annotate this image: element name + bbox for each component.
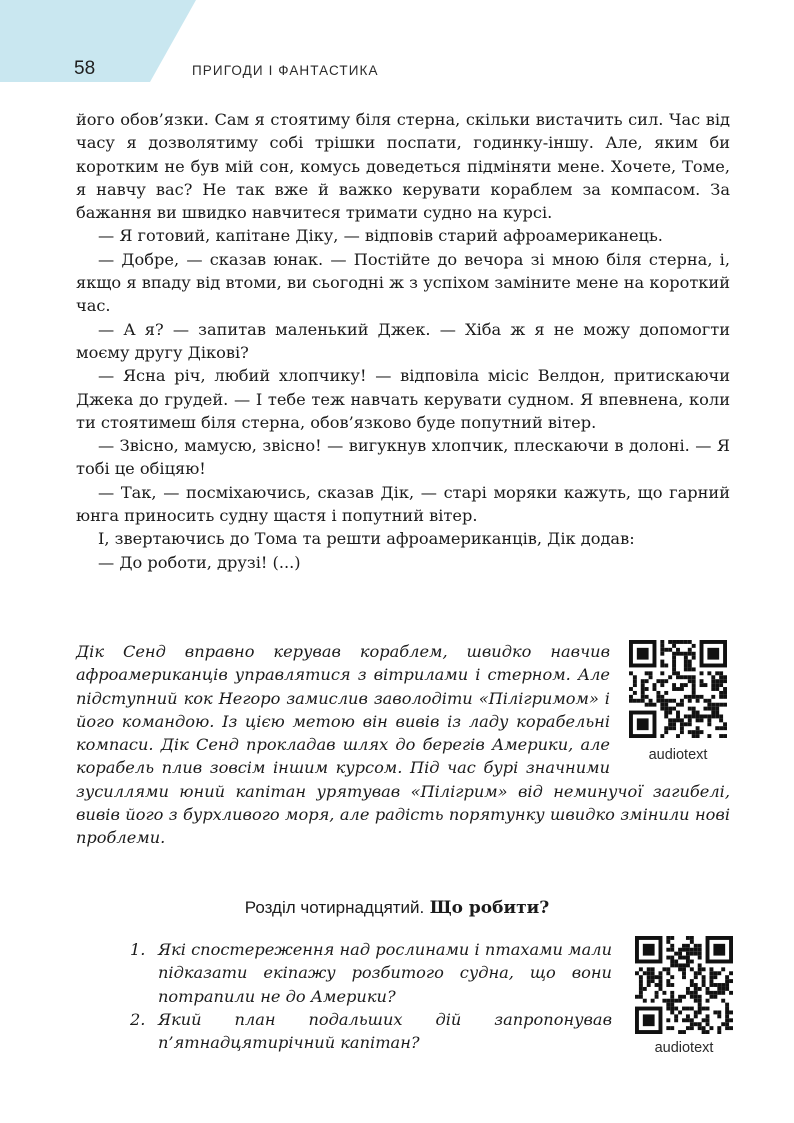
paragraph: — Добре, — сказав юнак. — Постійте до вечора зі мною біля стерна, і, якщо я впаду від втоми, ви сьогодні ж з успіхом заміните мене на короткий час. [76,249,730,316]
audiotext-qr-link[interactable] [626,640,730,770]
paragraph: — Я готовий, капітане Діку, — відповів старий афроамериканець. [98,226,663,246]
question-text: Які спостереження над рослинами і птахами мали підказати екіпажу розбитого судна, що вони потрапили не до Америки? [158,940,612,1006]
corner-accent-shape [0,0,196,82]
question-number: 2. [130,1009,146,1029]
qr-caption: audiotext [648,747,708,763]
paragraph: — Ясна річ, любий хлопчику! — відповіла місіс Велдон, притискаючи Джека до грудей. — І тебе теж навчать керувати судном. Я впевнена, коли ти стоятимеш біля стерна, обов’язково буде попутний вітер. [76,366,730,432]
audiotext-qr-link-bottom[interactable] [632,936,736,1056]
section-heading [0,898,794,918]
paragraph: — Звісно, мамусю, звісно! — вигукнув хлопчик, плескаючи в долоні. — Я тобі це обіцяю! [76,436,730,479]
question-text: Який план подальших дій запропонував п’ятнадцятирічний капітан? [158,1009,612,1053]
section-label: Розділ чотирнадцятий. [244,898,425,917]
paragraph: — До роботи, друзі! (...) [98,552,301,572]
qr-code-icon[interactable] [629,640,727,738]
paragraph: І, звертаючись до Тома та решти афроамериканців, Дік додав: [98,529,635,549]
question-number: 1. [130,940,146,959]
running-head: ПРИГОДИ І ФАНТАСТИКА [192,63,379,78]
qr-code-icon[interactable] [635,936,733,1034]
qr-caption: audiotext [654,1040,714,1056]
page-number: 58 [74,58,96,79]
story-text [76,108,730,574]
chapter-summary [76,640,730,850]
paragraph: — Так, — посміхаючись, сказав Дік, — старі моряки кажуть, що гарний юнга приносить судну щастя і попутний вітер. [76,482,730,526]
paragraph: його обов’язки. Сам я стоятиму біля стерна, скільки вистачить сил. Час від часу я дозволятиму собі трішки поспати, годинку-іншу. Але, яким би коротким не був мій сон, комусь доведеться підміняти мене. Хочете, Томе, я навчу вас? Не так вже й важко керувати кораблем за компасом. За бажання ви швидко навчитеся тримати судно на курсі. [76,110,730,223]
questions-list [130,938,612,1054]
summary-text: Дік Сенд вправно керував кораблем, швидко навчив афроамериканців управлятися з вітрилами і стерном. Але підступний кок Негоро замислив заволодіти «Пілігримом» і його командою. Із цією метою він вивів із ладу корабельні компаси. Дік Сенд прокладав шлях до берегів Америки, але корабель плив зовсім іншим курсом. Під час бурі значними зусиллями юний капітан урятував «Пілігрим» від неминучої загибелі, вивів його з бурхливого моря, але радість порятунку швидко змінили нові проблеми. [76,642,730,848]
question-item [130,1008,612,1055]
section-title: Що робити? [429,898,550,918]
paragraph: — А я? — запитав маленький Джек. — Хіба ж я не можу допомогти моєму другу Дікові? [76,319,730,362]
question-item [130,938,612,1008]
